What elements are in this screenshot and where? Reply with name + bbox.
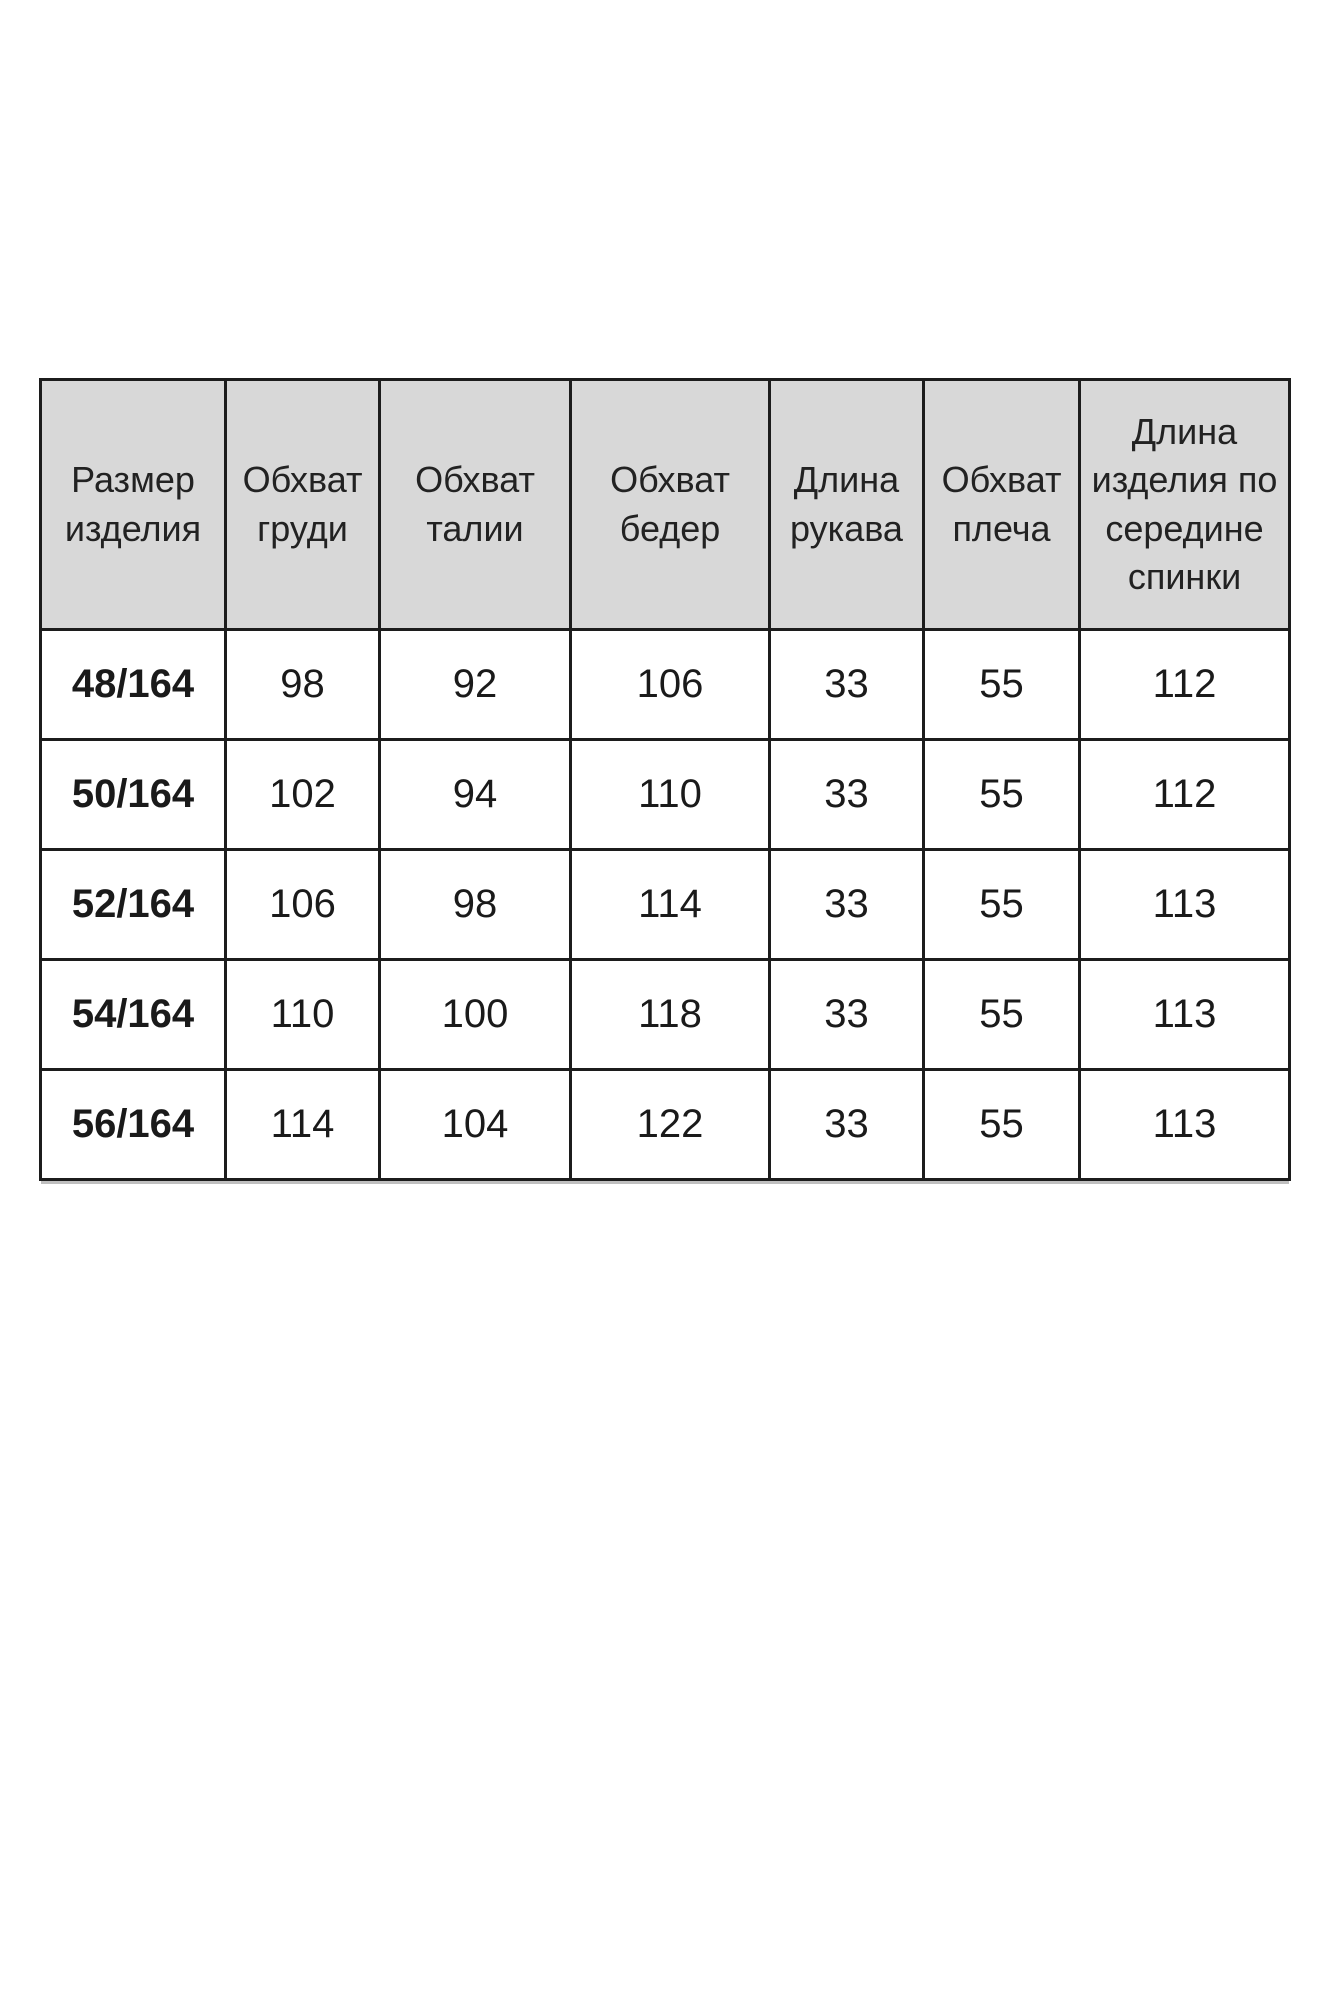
value-cell: 113 xyxy=(1080,960,1290,1070)
header-cell-sleeve-length: Длина рукава xyxy=(770,380,924,630)
value-cell: 33 xyxy=(770,630,924,740)
value-cell: 55 xyxy=(924,630,1080,740)
value-cell: 110 xyxy=(226,960,380,1070)
value-cell: 112 xyxy=(1080,740,1290,850)
size-cell: 50/164 xyxy=(41,740,226,850)
size-cell: 48/164 xyxy=(41,630,226,740)
value-cell: 55 xyxy=(924,960,1080,1070)
value-cell: 33 xyxy=(770,740,924,850)
value-cell: 100 xyxy=(380,960,571,1070)
header-cell-chest: Обхват груди xyxy=(226,380,380,630)
value-cell: 122 xyxy=(571,1070,770,1180)
value-cell: 55 xyxy=(924,1070,1080,1180)
header-cell-back-length: Длина изделия по середине спинки xyxy=(1080,380,1290,630)
size-chart xyxy=(39,378,1291,1181)
value-cell: 33 xyxy=(770,1070,924,1180)
value-cell: 92 xyxy=(380,630,571,740)
value-cell: 98 xyxy=(380,850,571,960)
value-cell: 110 xyxy=(571,740,770,850)
value-cell: 55 xyxy=(924,850,1080,960)
value-cell: 112 xyxy=(1080,630,1290,740)
header-cell-shoulder: Обхват плеча xyxy=(924,380,1080,630)
value-cell: 33 xyxy=(770,850,924,960)
table-row xyxy=(41,960,1290,1070)
header-cell-waist: Обхват талии xyxy=(380,380,571,630)
header-row xyxy=(41,380,1290,630)
value-cell: 114 xyxy=(571,850,770,960)
header-cell-size: Размер изделия xyxy=(41,380,226,630)
value-cell: 98 xyxy=(226,630,380,740)
table-row xyxy=(41,850,1290,960)
table-row xyxy=(41,1070,1290,1180)
table-row xyxy=(41,630,1290,740)
size-cell: 52/164 xyxy=(41,850,226,960)
value-cell: 106 xyxy=(226,850,380,960)
value-cell: 118 xyxy=(571,960,770,1070)
header-cell-hips: Обхват бедер xyxy=(571,380,770,630)
value-cell: 94 xyxy=(380,740,571,850)
value-cell: 113 xyxy=(1080,1070,1290,1180)
value-cell: 113 xyxy=(1080,850,1290,960)
size-cell: 56/164 xyxy=(41,1070,226,1180)
value-cell: 55 xyxy=(924,740,1080,850)
value-cell: 106 xyxy=(571,630,770,740)
value-cell: 104 xyxy=(380,1070,571,1180)
table-row xyxy=(41,740,1290,850)
size-cell: 54/164 xyxy=(41,960,226,1070)
value-cell: 102 xyxy=(226,740,380,850)
value-cell: 114 xyxy=(226,1070,380,1180)
value-cell: 33 xyxy=(770,960,924,1070)
size-chart-table xyxy=(39,378,1291,1181)
